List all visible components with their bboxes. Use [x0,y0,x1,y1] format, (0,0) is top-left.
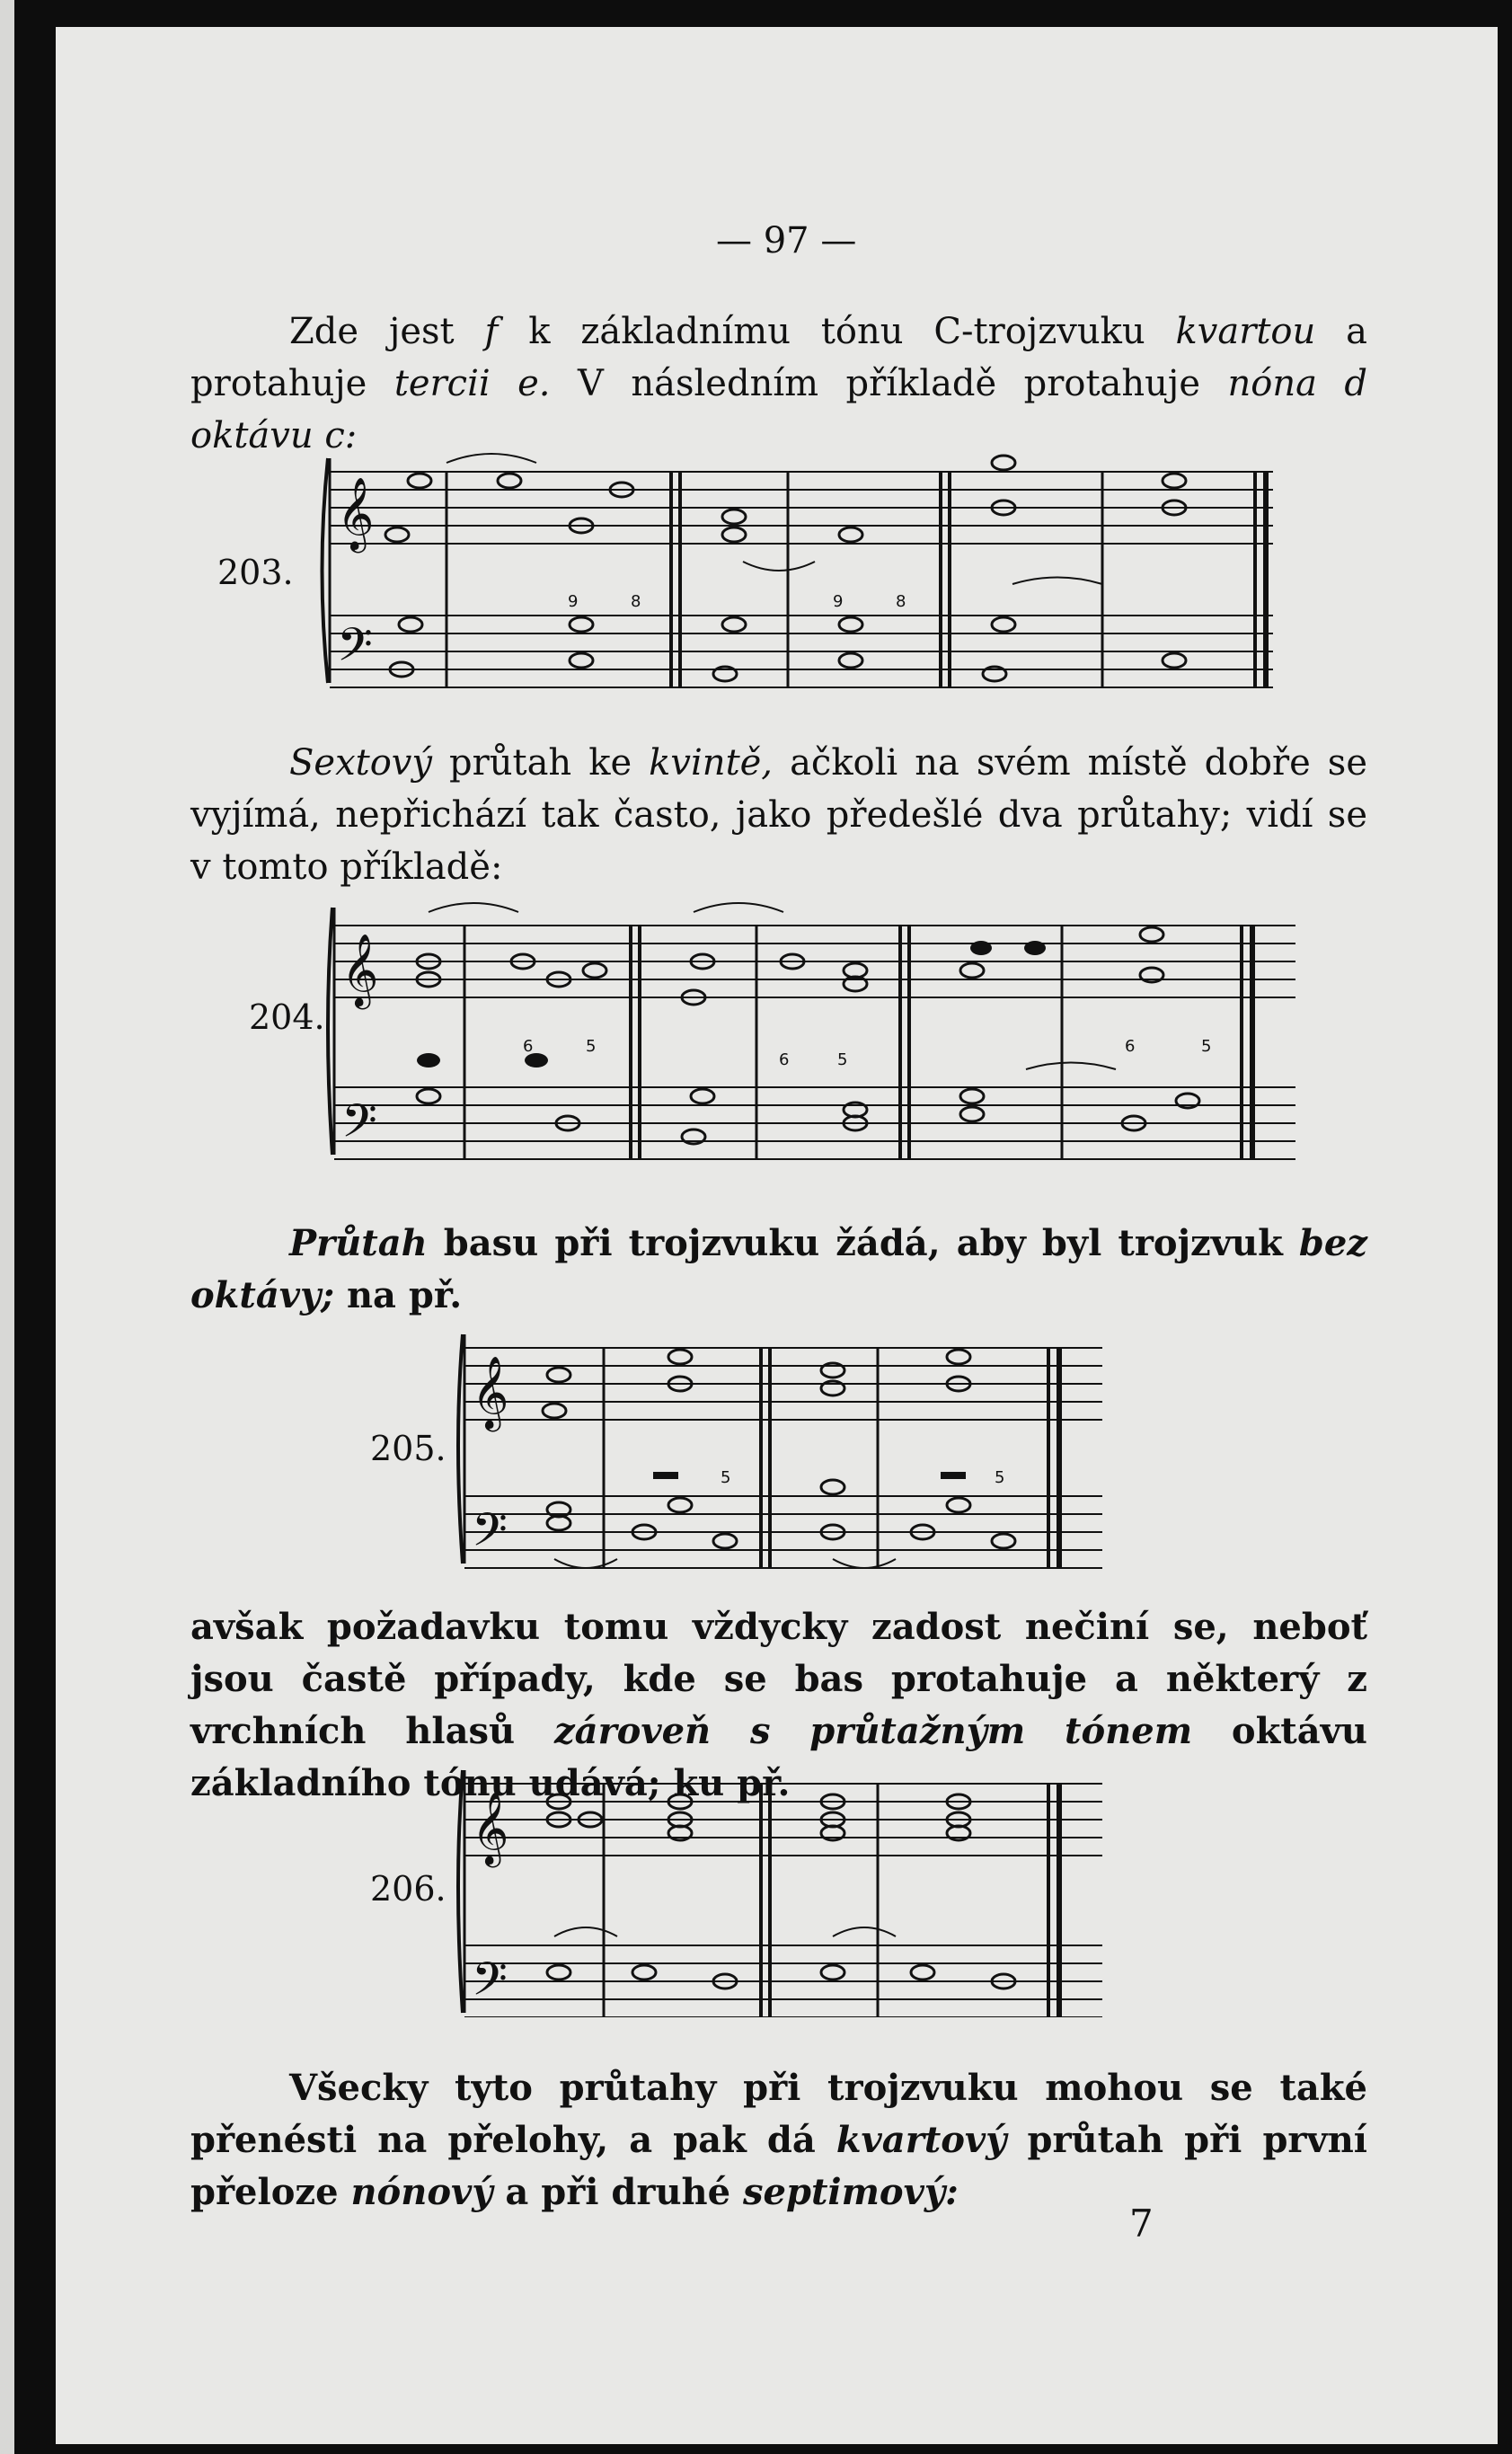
music-example-204 [325,885,1313,1164]
svg-text:𝄞: 𝄞 [337,476,375,550]
example-label-204: 204. [249,997,325,1037]
figure-ex205-2: 5 [995,1468,1005,1487]
svg-text:𝄢: 𝄢 [337,617,373,683]
paragraph-3: Průtah basu při trojzvuku žádá, aby byl trojzvuk bez oktávy; na př. [190,1222,1367,1316]
page-edge [0,0,14,2454]
svg-text:𝄞: 𝄞 [341,933,379,1006]
figure-ex204-2: 5 [586,1037,597,1056]
figure-ex204-4: 5 [837,1050,848,1069]
music-example-206 [455,1757,1120,2017]
svg-text:𝄞: 𝄞 [472,1355,509,1429]
figure-ex203-1: 9 [568,592,579,611]
music-example-203 [312,436,1300,705]
figure-ex204-5: 6 [1125,1037,1136,1056]
figure-ex203-3: 9 [833,592,844,611]
signature-mark: 7 [1129,2202,1154,2246]
svg-text:𝄢: 𝄢 [472,1502,508,1568]
example-label-206: 206. [370,1869,447,1909]
figure-ex203-2: 8 [631,592,641,611]
figure-ex203-4: 8 [896,592,906,611]
figure-ex204-6: 5 [1201,1037,1212,1056]
figure-ex205-1: 5 [721,1468,731,1487]
page-number: — 97 — [716,220,857,261]
music-example-205 [455,1321,1120,1573]
example-label-205: 205. [370,1429,447,1468]
svg-text:𝄢: 𝄢 [341,1094,377,1159]
figure-ex204-3: 6 [779,1050,790,1069]
paragraph-2: Sextový průtah ke kvintě, ačkoli na svém místě dobře se vyjímá, nepřichází tak často, jako předešlé dva průtahy; vidí se v tomto příkladě: [190,742,1367,888]
example-label-203: 203. [217,553,294,592]
paragraph-4: avšak požadavku tomu vždycky zadost nečiní se, neboť jsou častě případy, kde se bas protahuje a některý z vrchních hlasů zároveň s průtažným tónem oktávu základního tónu udává; ku př. [190,1606,1367,1804]
svg-text:𝄞: 𝄞 [472,1791,509,1865]
paragraph-5: Všecky tyto průtahy při trojzvuku mohou se také přenésti na přelohy, a pak dá kvartový průtah při první přeloze nónový a při druhé septimový: [190,2067,1368,2213]
book-page [56,27,1498,2444]
paragraph-1: Zde jest f k základnímu tónu C-trojzvuku kvartou a protahuje tercii e. V následním příkladě protahuje nóna d oktávu c: [190,311,1367,456]
svg-text:𝄢: 𝄢 [472,1952,508,2017]
figure-ex204-1: 6 [523,1037,534,1056]
